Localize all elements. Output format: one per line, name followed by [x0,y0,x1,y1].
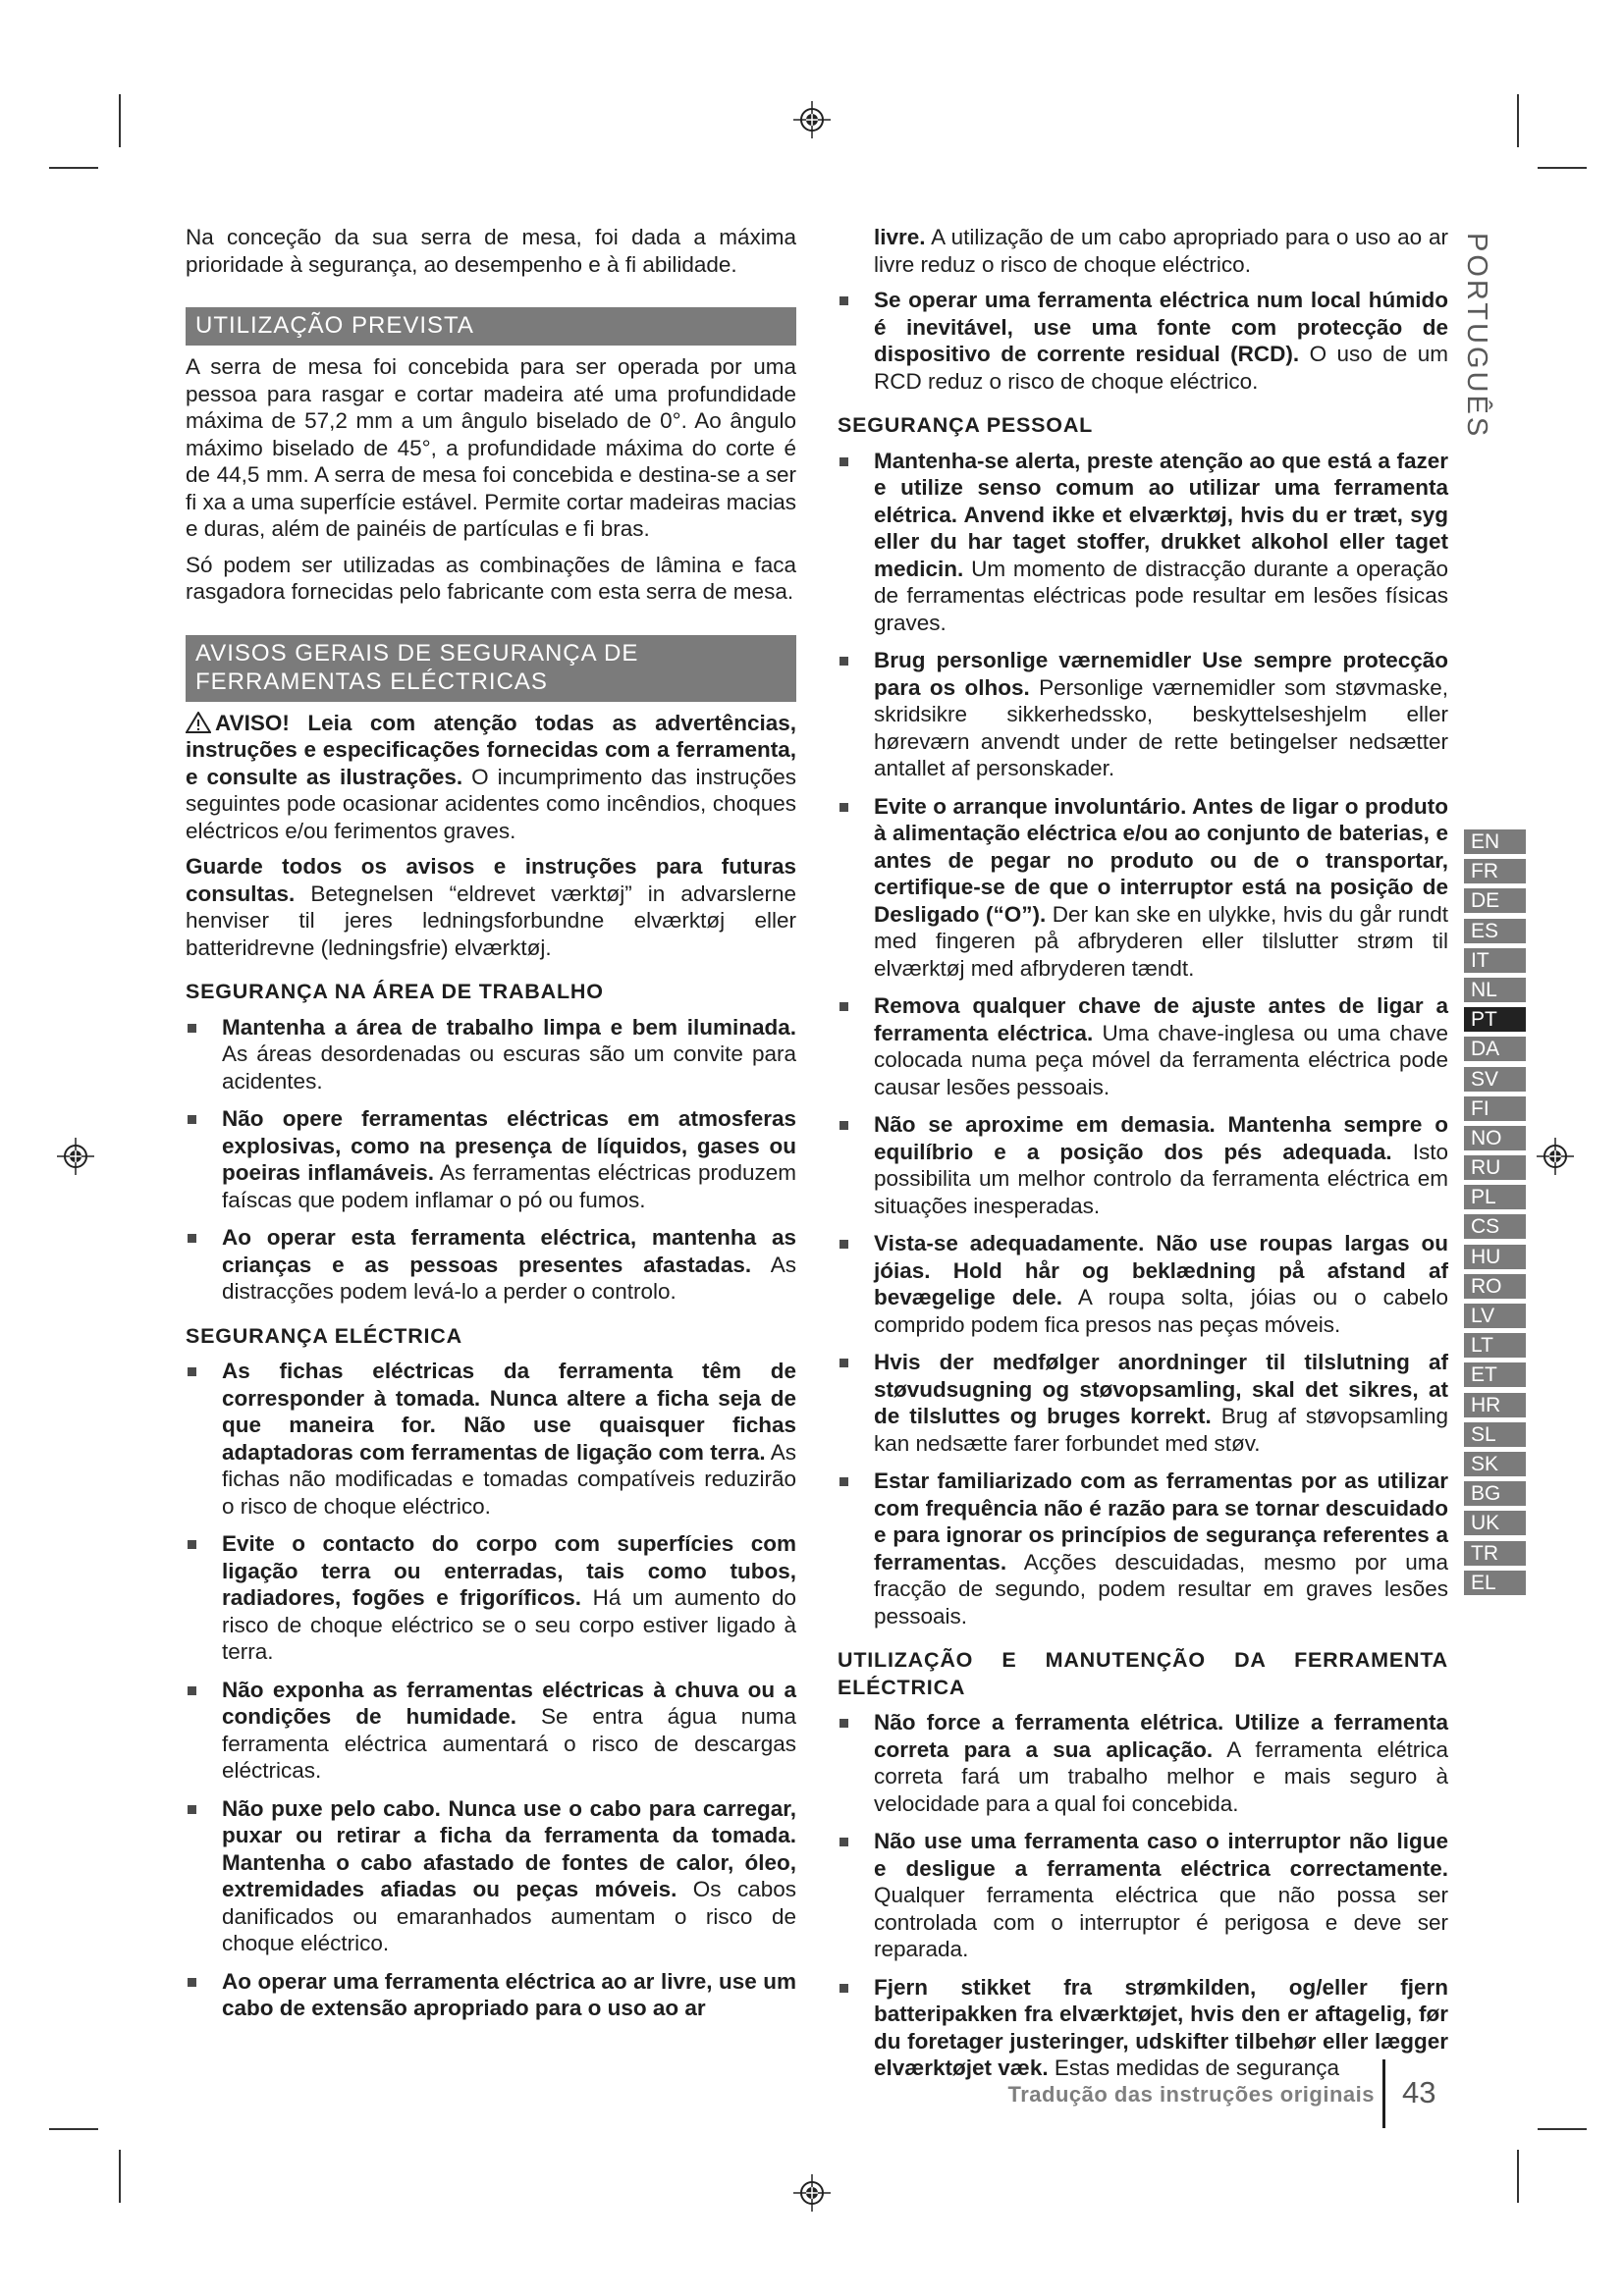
side-language-title [1461,233,1500,440]
language-tab[interactable]: EN [1464,829,1526,854]
item-bold: Ao operar esta ferramenta eléctrica, mantenha as crianças e as pessoas presentes afastadas. [222,1225,796,1277]
side-title-text: PORTUGUÊS [1461,233,1492,440]
list-item [838,1709,1448,1817]
warning-triangle-icon [186,712,211,733]
item-text: As fichas não modificadas e tomadas compatíveis reduzirão o risco de choque eléctrico. [222,1439,796,1519]
item-text: As áreas desordenadas ou escuras são um convite para acidentes. [222,1041,796,1094]
item-bold: Hvis der medfølger anordninger til tilslutning af støvudsugning og støvopsamling, skal det sikres, at de tilsluttes og bruges korrekt. [874,1350,1448,1428]
heading-line: AVISOS GERAIS DE SEGURANÇA DE [195,639,639,667]
list-item [838,1111,1448,1219]
item-bold: Mantenha a área de trabalho limpa e bem iluminada. [222,1014,796,1040]
language-tab[interactable]: IT [1464,948,1526,973]
personal-safety-list [838,448,1448,1630]
crop-mark [119,94,121,147]
crop-mark [49,2128,98,2130]
item-bold: Não se aproxime em demasia. Mantenha sempre o equilíbrio e a posição dos pés adequada. [874,1112,1448,1164]
language-tab[interactable]: PL [1464,1185,1526,1209]
item-text: Um momento de distracção durante a operação de ferramentas eléctricas pode resultar em lesões físicas graves. [874,556,1448,635]
intro-paragraph: Na conceção da sua serra de mesa, foi dada a máxima prioridade à segurança, ao desempenho e à fi abilidade. [186,225,796,277]
list-item [838,287,1448,395]
language-tab[interactable]: DE [1464,888,1526,913]
list-item [186,1014,796,1095]
item-text: As distracções podem levá-lo a perder o controlo. [222,1252,796,1304]
footer-label: Tradução das instruções originais [1007,2082,1375,2107]
language-tab[interactable]: TR [1464,1541,1526,1566]
item-bold: Remova qualquer chave de ajuste antes de ligar a ferramenta eléctrica. [874,993,1448,1045]
item-text: Há um aumento do risco de choque eléctrico se o seu corpo estiver ligado à terra. [222,1585,796,1664]
warning-bold: AVISO! Leia com atenção todas as advertências, instruções e especificações fornecidas com a ferramenta, e consulte as ilustrações. [186,710,796,789]
crop-mark [1517,94,1519,147]
language-tab[interactable]: LV [1464,1304,1526,1328]
item-text: A ferramenta elétrica correta fará um trabalho melhor e mais seguro à velocidade para a qual foi concebida. [874,1736,1448,1816]
language-tab[interactable]: SK [1464,1452,1526,1476]
language-tab[interactable]: LT [1464,1333,1526,1358]
list-item [838,1230,1448,1338]
list-item [186,1795,796,1957]
electrical-list-continued [838,287,1448,395]
item-text: Se entra água numa ferramenta eléctrica aumentará o risco de descargas eléctricas. [222,1704,796,1783]
item-bold: Mantenha-se alerta, preste atenção ao que está a fazer e utilize senso comum ao utilizar uma ferramenta elétrica. Anvend ikke et elværktøj, hvis du er træt, syg eller du har taget stoffer, drukket alkohol eller taget medicin. [874,448,1448,581]
item-bold: Não force a ferramenta elétrica. Utilize a ferramenta correta para a sua aplicação. [874,1710,1448,1762]
crop-mark [1538,2128,1587,2130]
crop-mark [1538,167,1587,169]
item-text: Estas medidas de segurança [1048,2056,1340,2080]
crop-mark [49,167,98,169]
footer-divider [1382,2059,1385,2128]
list-item [838,448,1448,637]
warning-text: O incumprimento das instruções seguintes pode ocasionar acidentes como incêndios, choques eléctricos e/ou ferimentos graves. [186,764,797,843]
crop-mark [1517,2150,1519,2203]
language-tab[interactable]: FR [1464,859,1526,883]
item-bold: Estar familiarizado com as ferramentas por as utilizar com frequência não é razão para se tornar descuidado e para ignorar os princípios de segurança referentes a ferramentas. [874,1468,1448,1575]
language-tab[interactable]: DA [1464,1037,1526,1061]
list-item [838,1828,1448,1963]
item-text: Qualquer ferramenta eléctrica que não possa ser controlada com o interruptor é perigosa e deve ser reparada. [874,1883,1448,1961]
item-bold: Ao operar uma ferramenta eléctrica ao ar livre, use um cabo de extensão apropriado para o uso ao ar [222,1968,796,2020]
item-bold: As fichas eléctricas da ferramenta têm de corresponder à tomada. Nunca altere a ficha seja de que maneira for. Não use quaisquer fichas adaptadoras com ferramentas de ligação com terra. [222,1359,796,1465]
item-text: Isto possibilita um melhor controlo da ferramenta eléctrica em situações inesperadas. [874,1139,1448,1218]
list-item [838,647,1448,782]
list-item [186,1358,796,1520]
language-tab[interactable]: RU [1464,1155,1526,1180]
list-item [838,793,1448,983]
item-text: A utilização de um cabo apropriado para o uso ao ar livre reduz o risco de choque eléctrico. [874,225,1448,277]
keep-instructions-paragraph [186,853,796,961]
subheading-electrical: SEGURANÇA ELÉCTRICA [186,1323,462,1348]
list-item [186,1224,796,1306]
item-text: Der kan ske en ulykke, hvis du går rundt med fingeren på afbryderen eller tilslutter strøm til elværktøj med afbryderen tændt. [874,901,1449,981]
item-text: Personlige værnemidler som støvmaske, skridsikre sikkerhedssko, beskyttelseshjelm eller høreværn anvendt under de rette betingelser nedsætter antallet af personskader. [874,674,1448,780]
intended-use-paragraph: A serra de mesa foi concebida para ser operada por uma pessoa para rasgar e cortar madeira até uma profundidade máxima de 57,2 mm a um ângulo biselado de 0°. Ao ângulo máximo biselado de 45°, a profundidade máxima do corte é de 44,5 mm. A serra de mesa foi concebida e destina-se a ser fi xa a uma superfície estável. Permite cortar madeiras macias e duras, além de painéis de partículas e fi bras. [186,354,796,541]
item-bold: Evite o arranque involuntário. Antes de ligar o produto à alimentação eléctrica e/ou ao conjunto de baterias, e antes de pegar no produto ou de o transportar, certifique-se de que o interruptor está na posição de Desligado (“O”). [874,793,1448,927]
language-tab[interactable]: HR [1464,1393,1526,1417]
list-item [186,1968,796,2022]
list-item [186,1105,796,1213]
item-text: O uso de um RCD reduz o risco de choque eléctrico. [874,342,1448,394]
item-bold: Vista-se adequadamente. Não use roupas largas ou jóias. Hold hår og beklædning på afstand af bevægelige dele. [874,1231,1448,1309]
left-column [186,224,796,2033]
language-tab[interactable]: ES [1464,919,1526,943]
work-area-list [186,1014,796,1306]
item-bold: Não puxe pelo cabo. Nunca use o cabo para carregar, puxar ou retirar a ficha da ferramenta da tomada. Mantenha o cabo afastado de fontes de calor, óleo, extremidades afiadas ou peças móveis. [222,1795,796,1901]
subheading-tool-use-care: UTILIZAÇÃO E MANUTENÇÃO DA FERRAMENTA ELÉCTRICA [838,1648,1448,1699]
item-bold: Brug personlige værnemidler Use sempre protecção para os olhos. [874,648,1448,700]
list-item [838,1468,1448,1629]
heading-line: FERRAMENTAS ELÉCTRICAS [195,667,548,695]
language-tab[interactable]: FI [1464,1096,1526,1121]
language-tab[interactable]: ET [1464,1362,1526,1387]
list-item [186,1530,796,1666]
language-tab[interactable]: SL [1464,1422,1526,1447]
item-bold: Não opere ferramentas eléctricas em atmosferas explosivas, como na presença de líquidos, gases ou poeiras inflamáveis. [222,1106,796,1185]
keep-bold: Guarde todos os avisos e instruções para futuras consultas. [186,854,796,906]
language-tab[interactable]: HU [1464,1245,1526,1269]
language-tab[interactable]: PT [1464,1007,1526,1032]
registration-mark-icon [793,2174,831,2212]
section-heading-general-warnings [186,635,796,702]
warning-paragraph [186,710,796,845]
language-tab[interactable]: UK [1464,1511,1526,1535]
page-number: 43 [1402,2075,1436,2109]
item-text: A roupa solta, jóias ou o cabelo comprido podem fica presos nas peças móveis. [874,1285,1448,1337]
registration-mark-icon [1537,1138,1574,1175]
item-bold: livre. [874,225,926,249]
item-text: Uma chave-inglesa ou uma chave colocada numa peça móvel da ferramenta eléctrica pode causar lesões pessoais. [874,1020,1448,1099]
crop-mark [119,2150,121,2203]
intended-use-paragraph-2: Só podem ser utilizadas as combinações de lâmina e faca rasgadora fornecidas pelo fabricante com esta serra de mesa. [186,552,796,604]
language-tab[interactable]: CS [1464,1214,1526,1239]
item-text: Brug af støvopsamling kan nedsætte farer forbundet med støv. [874,1404,1448,1456]
language-tabs [1464,829,1526,1600]
item-text: As ferramentas eléctricas produzem faíscas que podem inflamar o pó ou fumos. [222,1160,797,1212]
item-text: Os cabos danificados ou emaranhados aumentam o risco de choque eléctrico. [222,1877,797,1955]
item-text: Acções descuidadas, mesmo por uma fracção de segundo, podem resultar em graves lesões pessoais. [874,1549,1448,1629]
keep-text: Betegnelsen “eldrevet værktøj” in advarslerne henviser til jeres ledningsforbundne elværktøj eller batteridrevne (ledningsfrie) elværktøj. [186,881,796,960]
language-tab[interactable]: NL [1464,978,1526,1002]
item-bold: Se operar uma ferramenta eléctrica num local húmido é inevitável, use uma fonte com protecção de dispositivo de corrente residual (RCD). [874,288,1448,366]
electrical-list [186,1358,796,2022]
item-bold: Fjern stikket fra strømkilden, og/eller fjern batteripakken fra elværktøjet, hvis den er aftagelig, før du foretager justeringer, udskifter tilbehør eller lægger elværktøjet væk. [874,1974,1448,2080]
section-heading-intended-use: UTILIZAÇÃO PREVISTA [186,307,796,346]
tool-use-list [838,1709,1448,2082]
registration-mark-icon [793,101,831,138]
list-item [838,992,1448,1100]
registration-mark-icon [57,1138,94,1175]
language-tab[interactable]: RO [1464,1274,1526,1299]
item-bold: Não exponha as ferramentas eléctricas à chuva ou a condições de humidade. [222,1677,796,1729]
subheading-work-area: SEGURANÇA NA ÁREA DE TRABALHO [186,980,604,1003]
list-item [838,1349,1448,1457]
language-tab[interactable]: NO [1464,1126,1526,1150]
language-tab[interactable]: BG [1464,1481,1526,1506]
language-tab[interactable]: SV [1464,1067,1526,1092]
item-bold: Evite o contacto do corpo com superfícies com ligação terra ou enterradas, tais como tubos, radiadores, fogões e frigoríficos. [222,1531,796,1610]
language-tab[interactable]: EL [1464,1571,1526,1595]
continued-paragraph [838,224,1448,278]
right-column [838,224,1448,2093]
list-item [838,1974,1448,2082]
item-bold: Não use uma ferramenta caso o interruptor não ligue e desligue a ferramenta eléctrica correctamente. [874,1829,1448,1881]
list-item [186,1677,796,1785]
subheading-personal-safety: SEGURANÇA PESSOAL [838,413,1094,437]
